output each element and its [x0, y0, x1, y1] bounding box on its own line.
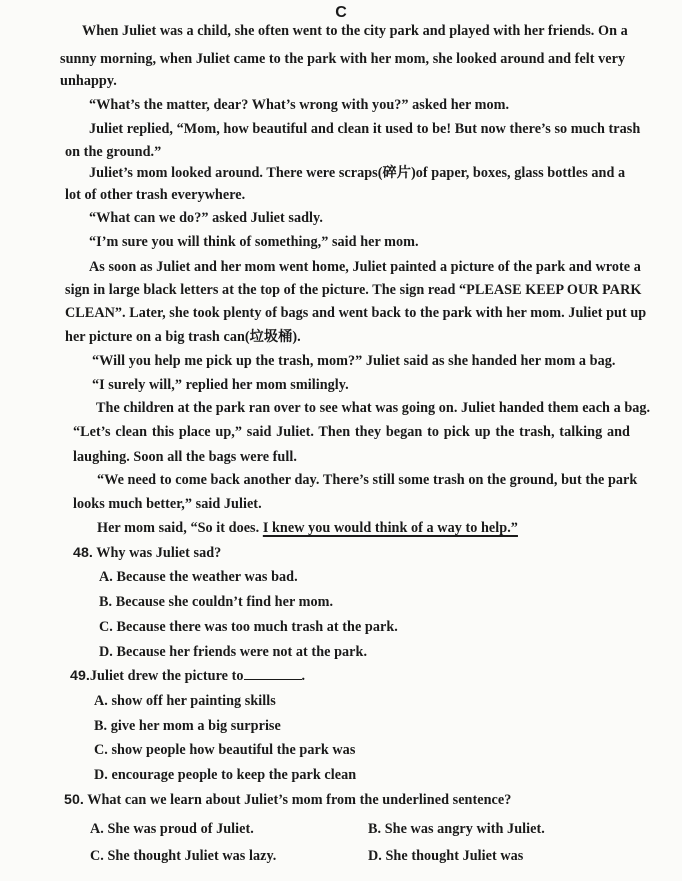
option-d[interactable]: D. encourage people to keep the park clean	[94, 767, 357, 783]
passage-line: “What can we do?” asked Juliet sadly.	[89, 210, 324, 226]
passage-line: her picture on a big trash can(垃圾桶).	[65, 329, 301, 345]
passage-line: sign in large black letters at the top of the picture. The sign read “PLEASE KEEP OUR PARK	[65, 282, 642, 298]
passage-line: The children at the park ran over to see what was going on. Juliet handed them each a bag.	[96, 400, 651, 416]
question-stem	[64, 791, 511, 809]
question-stem	[70, 667, 305, 685]
option-a[interactable]: A. show off her painting skills	[94, 693, 276, 709]
passage-line: lot of other trash everywhere.	[65, 187, 246, 203]
question-number: 50.	[64, 792, 84, 808]
option-a[interactable]: A. She was proud of Juliet.	[90, 821, 254, 837]
option-c[interactable]: C. She thought Juliet was lazy.	[90, 848, 277, 864]
passage-line: “I’m sure you will think of something,” said her mom.	[89, 234, 419, 250]
passage-line: sunny morning, when Juliet came to the park with her mom, she looked around and felt very	[60, 51, 626, 67]
passage-line: on the ground.”	[65, 144, 162, 160]
option-c[interactable]: C. show people how beautiful the park was	[94, 742, 356, 758]
passage-line: looks much better,” said Juliet.	[73, 496, 262, 512]
answer-blank	[244, 667, 302, 680]
passage-line: CLEAN”. Later, she took plenty of bags and went back to the park with her mom. Juliet put up	[65, 305, 647, 321]
passage-line: “We need to come back another day. There’s still some trash on the ground, but the park	[97, 472, 638, 488]
passage-line: unhappy.	[60, 73, 117, 89]
passage-line: laughing. Soon all the bags were full.	[73, 449, 297, 465]
option-a[interactable]: A. Because the weather was bad.	[99, 569, 298, 585]
option-c[interactable]: C. Because there was too much trash at the park.	[99, 619, 398, 635]
question-text: Why was Juliet sad?	[96, 545, 222, 561]
question-end: .	[301, 668, 306, 684]
passage-line: “Let’s clean this place up,” said Juliet. Then they began to pick up the trash, talking and	[73, 424, 630, 440]
option-b[interactable]: B. Because she couldn’t find her mom.	[99, 594, 334, 610]
passage-line: “I surely will,” replied her mom smilingly.	[92, 377, 349, 393]
passage-line	[97, 519, 518, 537]
option-d[interactable]: D. Because her friends were not at the park.	[99, 644, 368, 660]
question-text: What can we learn about Juliet’s mom from the underlined sentence?	[87, 792, 512, 808]
option-b[interactable]: B. give her mom a big surprise	[94, 718, 281, 734]
question-text: Juliet drew the picture to	[89, 668, 244, 684]
underlined-sentence: I knew you would think of a way to help.”	[262, 520, 518, 536]
question-number: 49.	[70, 668, 90, 684]
option-d[interactable]: D. She thought Juliet was	[368, 848, 524, 864]
passage-line: “Will you help me pick up the trash, mom?” Juliet said as she handed her mom a bag.	[92, 353, 616, 369]
passage-line: When Juliet was a child, she often went to the city park and played with her friends. On a	[82, 23, 628, 39]
question-number: 48.	[73, 545, 93, 561]
section-label: C	[335, 4, 347, 21]
question-stem	[73, 544, 221, 562]
passage-line: Juliet’s mom looked around. There were scraps(碎片)of paper, boxes, glass bottles and a	[89, 165, 626, 181]
passage-line: “What’s the matter, dear? What’s wrong with you?” asked her mom.	[89, 97, 510, 113]
passage-line: Juliet replied, “Mom, how beautiful and clean it used to be! But now there’s so much trash	[89, 121, 641, 137]
passage-line: As soon as Juliet and her mom went home, Juliet painted a picture of the park and wrote a	[89, 259, 641, 275]
option-b[interactable]: B. She was angry with Juliet.	[368, 821, 545, 837]
passage-line-start: Her mom said, “So it does.	[97, 520, 263, 536]
